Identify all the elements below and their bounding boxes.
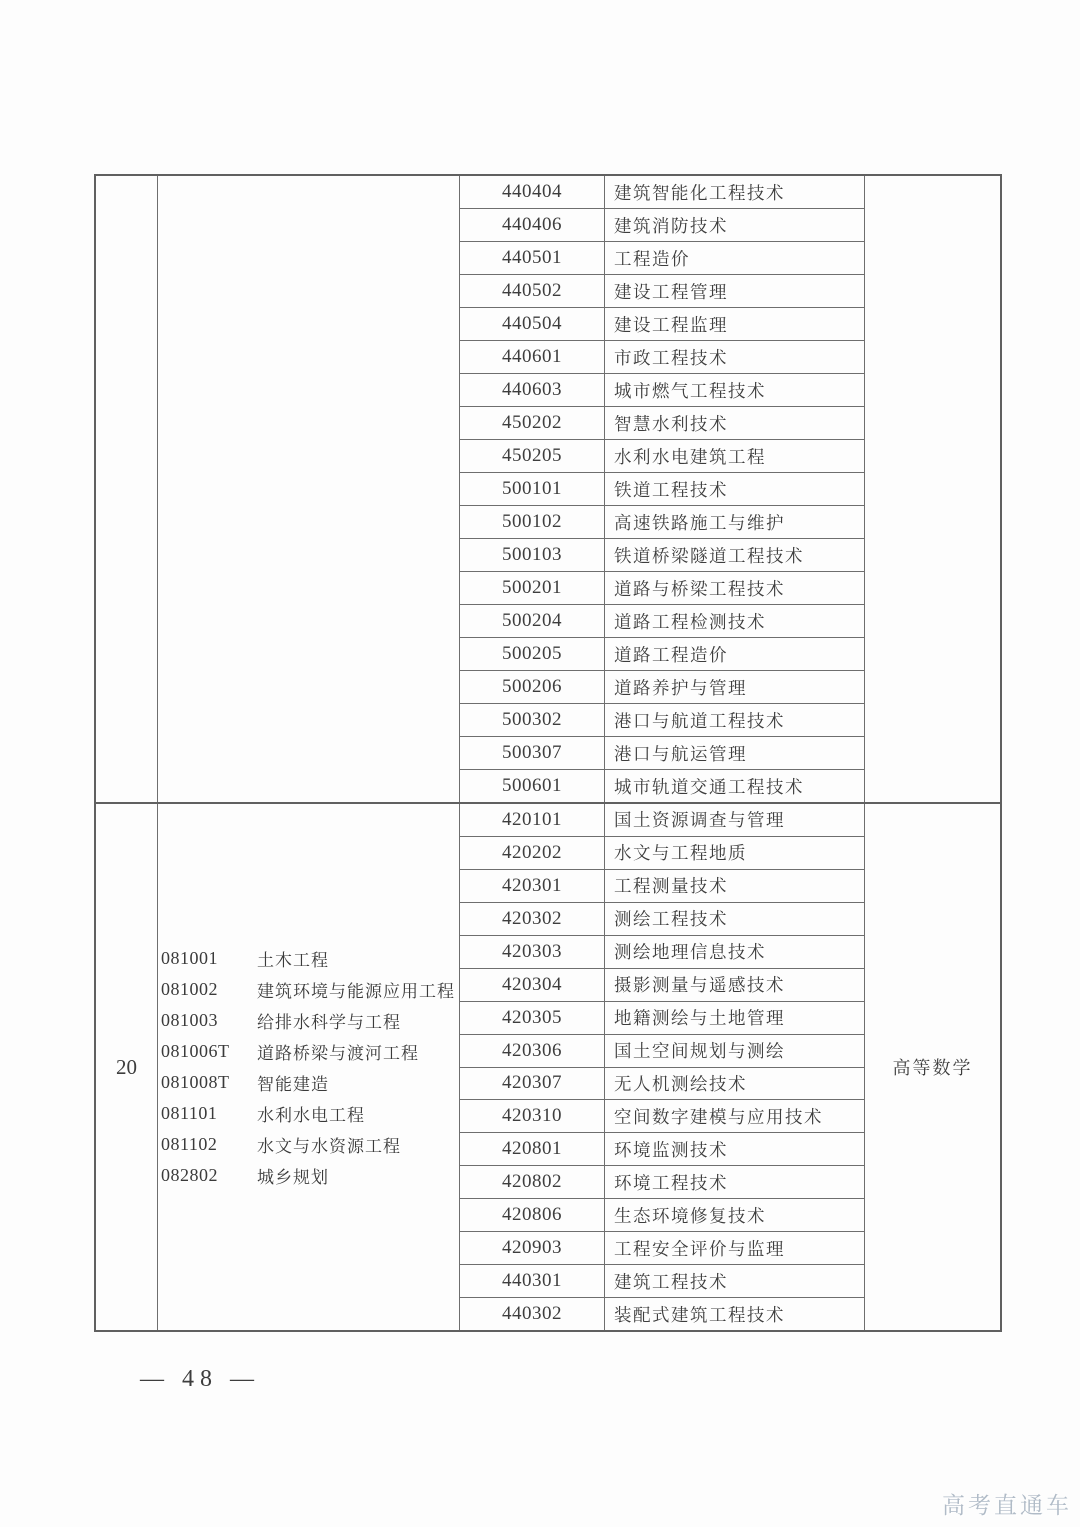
program-name: 环境工程技术 (614, 1172, 728, 1193)
program-row (460, 936, 864, 969)
program-name: 道路工程造价 (614, 644, 728, 665)
program-name: 建设工程监理 (614, 314, 728, 335)
program-name: 高速铁路施工与维护 (614, 512, 785, 533)
program-row (460, 704, 864, 737)
program-code: 440504 (460, 308, 605, 340)
program-row (460, 1265, 864, 1298)
program-name: 铁道桥梁隧道工程技术 (614, 545, 804, 566)
table-section (96, 176, 1000, 802)
program-name: 市政工程技术 (614, 347, 728, 368)
program-name: 国土空间规划与测绘 (614, 1041, 785, 1062)
program-rows (460, 176, 864, 802)
program-name: 测绘地理信息技术 (614, 942, 766, 963)
program-code: 440601 (460, 341, 605, 373)
program-name: 建筑消防技术 (614, 215, 728, 236)
program-code: 500101 (460, 473, 605, 505)
program-row (460, 671, 864, 704)
program-name: 地籍测绘与土地管理 (614, 1008, 785, 1029)
undergrad-major-code: 082802 (161, 1165, 218, 1185)
program-code: 420306 (460, 1035, 605, 1067)
exam-subject-cell: 高等数学 (864, 804, 1000, 1330)
program-row (460, 341, 864, 374)
program-name: 工程造价 (614, 248, 690, 269)
program-name: 建筑工程技术 (614, 1271, 728, 1292)
undergrad-major-code: 081001 (161, 948, 218, 968)
program-code: 420801 (460, 1133, 605, 1165)
program-name: 智慧水利技术 (614, 413, 728, 434)
program-name: 环境监测技术 (614, 1139, 728, 1160)
program-row (460, 770, 864, 802)
program-name: 测绘工程技术 (614, 909, 728, 930)
undergrad-major-name: 水文与水资源工程 (257, 1137, 401, 1156)
program-code: 450205 (460, 440, 605, 472)
program-code: 500206 (460, 671, 605, 703)
section-number-cell: 20 (96, 804, 158, 1330)
program-code: 420307 (460, 1068, 605, 1100)
program-code: 420305 (460, 1002, 605, 1034)
program-name: 空间数字建模与应用技术 (614, 1106, 823, 1127)
program-code: 440404 (460, 176, 605, 208)
majors-correspondence-table (94, 174, 1002, 1332)
program-row (460, 209, 864, 242)
program-name: 建筑智能化工程技术 (614, 182, 785, 203)
program-code: 440502 (460, 275, 605, 307)
watermark-text: 高考直通车 (942, 1492, 1072, 1518)
program-name: 国土资源调查与管理 (614, 810, 785, 831)
program-name: 铁道工程技术 (614, 479, 728, 500)
undergrad-major-line (161, 943, 459, 974)
undergrad-major-name: 城乡规划 (257, 1168, 329, 1187)
program-name: 港口与航运管理 (614, 743, 747, 764)
program-name: 生态环境修复技术 (614, 1205, 766, 1226)
program-row (460, 1166, 864, 1199)
undergrad-major-code: 081102 (161, 1134, 218, 1154)
program-name: 港口与航道工程技术 (614, 710, 785, 731)
program-row (460, 506, 864, 539)
program-row (460, 870, 864, 903)
program-row (460, 374, 864, 407)
program-code: 440302 (460, 1298, 605, 1330)
undergrad-major-code: 081002 (161, 979, 218, 999)
program-code: 500302 (460, 704, 605, 736)
program-code: 500204 (460, 605, 605, 637)
undergrad-major-code: 081008T (161, 1072, 230, 1092)
program-row (460, 1100, 864, 1133)
undergrad-major-code: 081006T (161, 1041, 230, 1061)
undergrad-major-line (161, 1067, 459, 1098)
program-code: 420301 (460, 870, 605, 902)
program-code: 420310 (460, 1100, 605, 1132)
exam-subject-cell (864, 176, 1000, 802)
program-row (460, 903, 864, 936)
program-code: 500307 (460, 737, 605, 769)
program-name: 城市燃气工程技术 (614, 380, 766, 401)
program-name: 建设工程管理 (614, 281, 728, 302)
program-row (460, 737, 864, 770)
program-row (460, 176, 864, 209)
program-code: 420101 (460, 804, 605, 836)
program-name: 水文与工程地质 (614, 843, 747, 864)
section-number-cell (96, 176, 158, 802)
program-row (460, 837, 864, 870)
program-name: 工程安全评价与监理 (614, 1238, 785, 1259)
program-row (460, 275, 864, 308)
undergrad-major-line (161, 1005, 459, 1036)
program-code: 420303 (460, 936, 605, 968)
program-code: 500601 (460, 770, 605, 802)
program-row (460, 1035, 864, 1068)
program-row (460, 1232, 864, 1265)
program-code: 420302 (460, 903, 605, 935)
program-code: 420806 (460, 1199, 605, 1231)
program-name: 水利水电建筑工程 (614, 446, 766, 467)
program-row (460, 440, 864, 473)
table-section (96, 802, 1000, 1330)
program-code: 450202 (460, 407, 605, 439)
program-code: 500205 (460, 638, 605, 670)
program-row (460, 605, 864, 638)
program-name: 道路养护与管理 (614, 677, 747, 698)
undergrad-majors-cell (158, 804, 460, 1330)
program-name: 装配式建筑工程技术 (614, 1304, 785, 1325)
program-name: 摄影测量与遥感技术 (614, 975, 785, 996)
undergrad-major-line (161, 1098, 459, 1129)
undergrad-major-name: 水利水电工程 (257, 1106, 365, 1125)
undergrad-major-name: 建筑环境与能源应用工程 (257, 982, 455, 1001)
program-row (460, 242, 864, 275)
undergrad-major-name: 道路桥梁与渡河工程 (257, 1044, 419, 1063)
program-row (460, 1002, 864, 1035)
page-number: — 48 — (140, 1366, 260, 1392)
program-row (460, 1133, 864, 1166)
program-row (460, 473, 864, 506)
program-name: 城市轨道交通工程技术 (614, 776, 804, 797)
program-rows (460, 804, 864, 1330)
undergrad-major-name: 给排水科学与工程 (257, 1013, 401, 1032)
program-code: 420202 (460, 837, 605, 869)
program-row (460, 539, 864, 572)
program-code: 500102 (460, 506, 605, 538)
program-code: 500201 (460, 572, 605, 604)
program-code: 440501 (460, 242, 605, 274)
undergrad-major-name: 智能建造 (257, 1075, 329, 1094)
undergrad-major-line (161, 974, 459, 1005)
undergrad-major-line (161, 1129, 459, 1160)
program-row (460, 572, 864, 605)
program-code: 420802 (460, 1166, 605, 1198)
undergrad-major-code: 081101 (161, 1103, 218, 1123)
program-row (460, 638, 864, 671)
program-name: 无人机测绘技术 (614, 1073, 747, 1094)
program-row (460, 1199, 864, 1232)
program-code: 440406 (460, 209, 605, 241)
program-name: 道路与桥梁工程技术 (614, 578, 785, 599)
program-row (460, 1298, 864, 1330)
undergrad-major-name: 土木工程 (257, 951, 329, 970)
program-row (460, 308, 864, 341)
undergrad-major-line (161, 1036, 459, 1067)
program-row (460, 969, 864, 1002)
program-name: 工程测量技术 (614, 876, 728, 897)
program-row (460, 1068, 864, 1101)
program-code: 440603 (460, 374, 605, 406)
program-name: 道路工程检测技术 (614, 611, 766, 632)
undergrad-major-code: 081003 (161, 1010, 218, 1030)
program-code: 440301 (460, 1265, 605, 1297)
program-row (460, 804, 864, 837)
program-code: 420304 (460, 969, 605, 1001)
program-code: 500103 (460, 539, 605, 571)
program-code: 420903 (460, 1232, 605, 1264)
undergrad-majors-cell (158, 176, 460, 802)
program-row (460, 407, 864, 440)
undergrad-major-line (161, 1160, 459, 1191)
